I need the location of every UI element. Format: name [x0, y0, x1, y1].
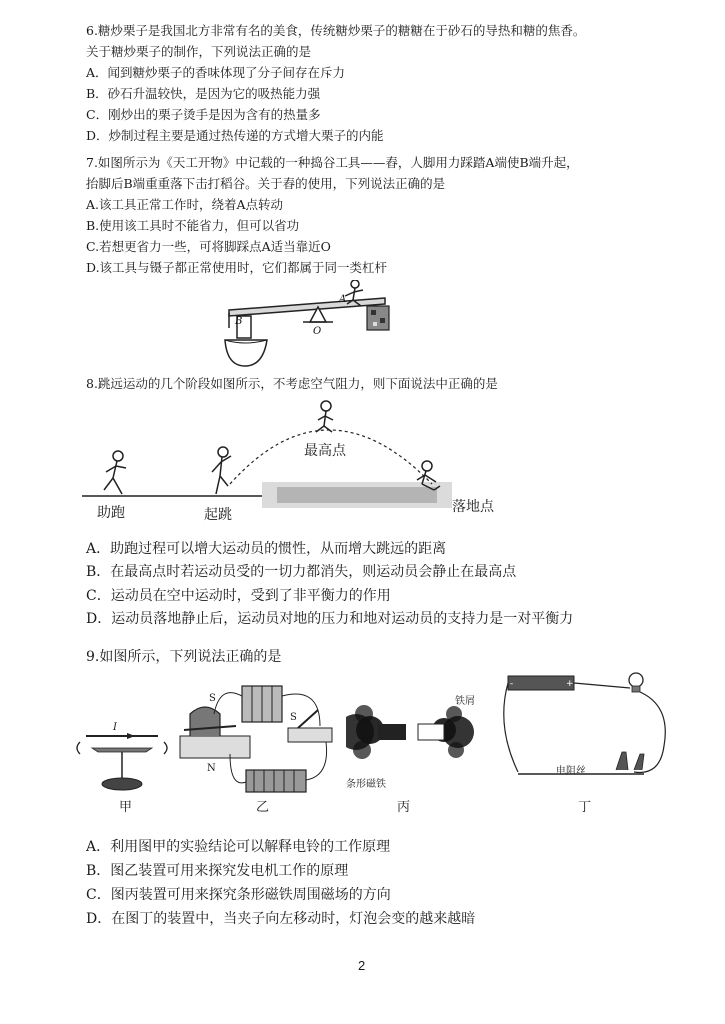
- label-o: O: [313, 326, 322, 337]
- iron-filings-label: 铁屑: [455, 696, 475, 707]
- take-off-label: 起跳: [204, 506, 232, 522]
- page-number: 2: [358, 958, 366, 973]
- q6-stem-line-1: 6.糖炒栗子是我国北方非常有名的美食，传统糖炒栗子的糖糖在于砂石的导热和糖的焦香。: [86, 23, 586, 38]
- q6-option-d: D．炒制过程主要是通过热传递的方式增大栗子的内能: [86, 128, 384, 143]
- q9-stem: 9.如图所示，下列说法正确的是: [86, 649, 282, 665]
- q6-option-c: C．刚炒出的栗子烫手是因为含有的热量多: [86, 107, 321, 122]
- svg-text:-: -: [510, 679, 514, 689]
- q9-option-a: A．利用图甲的实验结论可以解释电铃的工作原理: [86, 839, 391, 855]
- current-label: I: [113, 722, 117, 733]
- caption-bing: 丙: [397, 800, 411, 815]
- q7-option-a: A.该工具正常工作时，绕着A点转动: [86, 197, 284, 212]
- label-b: B: [235, 316, 243, 327]
- caption-ding: 丁: [578, 800, 592, 815]
- lever-pestle-diagram: [215, 280, 400, 370]
- label-a: A: [339, 294, 347, 305]
- q7-option-c: C.若想更省力一些，可将脚踩点A适当靠近O: [86, 239, 331, 254]
- figure-yi-magnet-setup: [170, 676, 340, 810]
- landing-point-label: 落地点: [452, 498, 494, 514]
- q8-option-b: B．在最高点时若运动员受的一切力都消失，则运动员会静止在最高点: [86, 564, 517, 580]
- run-up-label: 助跑: [97, 504, 125, 520]
- q6-stem-line-2: 关于糖炒栗子的制作，下列说法正确的是: [86, 44, 312, 59]
- figure-ding-circuit: [496, 666, 678, 800]
- q7-stem-line-1: 7.如图所示为《天工开物》中记载的一种捣谷工具——舂，人脚用力踩踏A端使B端升起，: [86, 155, 579, 170]
- q9-option-c: C．图丙装置可用来探究条形磁铁周围磁场的方向: [86, 887, 391, 903]
- caption-jia: 甲: [119, 800, 133, 815]
- q7-option-b: B.使用该工具时不能省力，但可以省功: [86, 218, 300, 233]
- q9-option-b: B．图乙装置可用来探究发电机工作的原理: [86, 863, 349, 879]
- bar-magnet-label: 条形磁铁: [346, 779, 386, 790]
- q8-option-a: A．助跑过程可以增大运动员的惯性，从而增大跳远的距离: [86, 541, 447, 557]
- q7-option-d: D.该工具与镊子都正常使用时，它们都属于同一类杠杆: [86, 260, 388, 275]
- q7-stem-line-2: 抬脚后B端重重落下击打稻谷。关于舂的使用，下列说法正确的是: [86, 176, 446, 191]
- s-pole-label: S: [209, 693, 216, 704]
- q6-option-b: B．砂石升温较快，是因为它的吸热能力强: [86, 86, 321, 101]
- s-pole-label-2: S: [290, 712, 297, 723]
- q9-option-d: D．在图丁的装置中，当夹子向左移动时，灯泡会变的越来越暗: [86, 911, 476, 927]
- caption-yi: 乙: [256, 800, 270, 815]
- n-pole-label: N: [207, 763, 216, 774]
- q6-option-a: A．闻到糖炒栗子的香味体现了分子间存在斥力: [86, 65, 346, 80]
- highest-point-label: 最高点: [304, 442, 346, 458]
- q8-option-c: C．运动员在空中运动时，受到了非平衡力的作用: [86, 588, 391, 604]
- svg-text:+: +: [566, 679, 574, 689]
- q8-option-d: D．运动员落地静止后，运动员对地的压力和地对运动员的支持力是一对平衡力: [86, 611, 574, 627]
- q8-stem: 8.跳远运动的几个阶段如图所示，不考虑空气阻力，则下面说法中正确的是: [86, 376, 498, 391]
- resistance-wire-label: 电阻丝: [556, 766, 586, 777]
